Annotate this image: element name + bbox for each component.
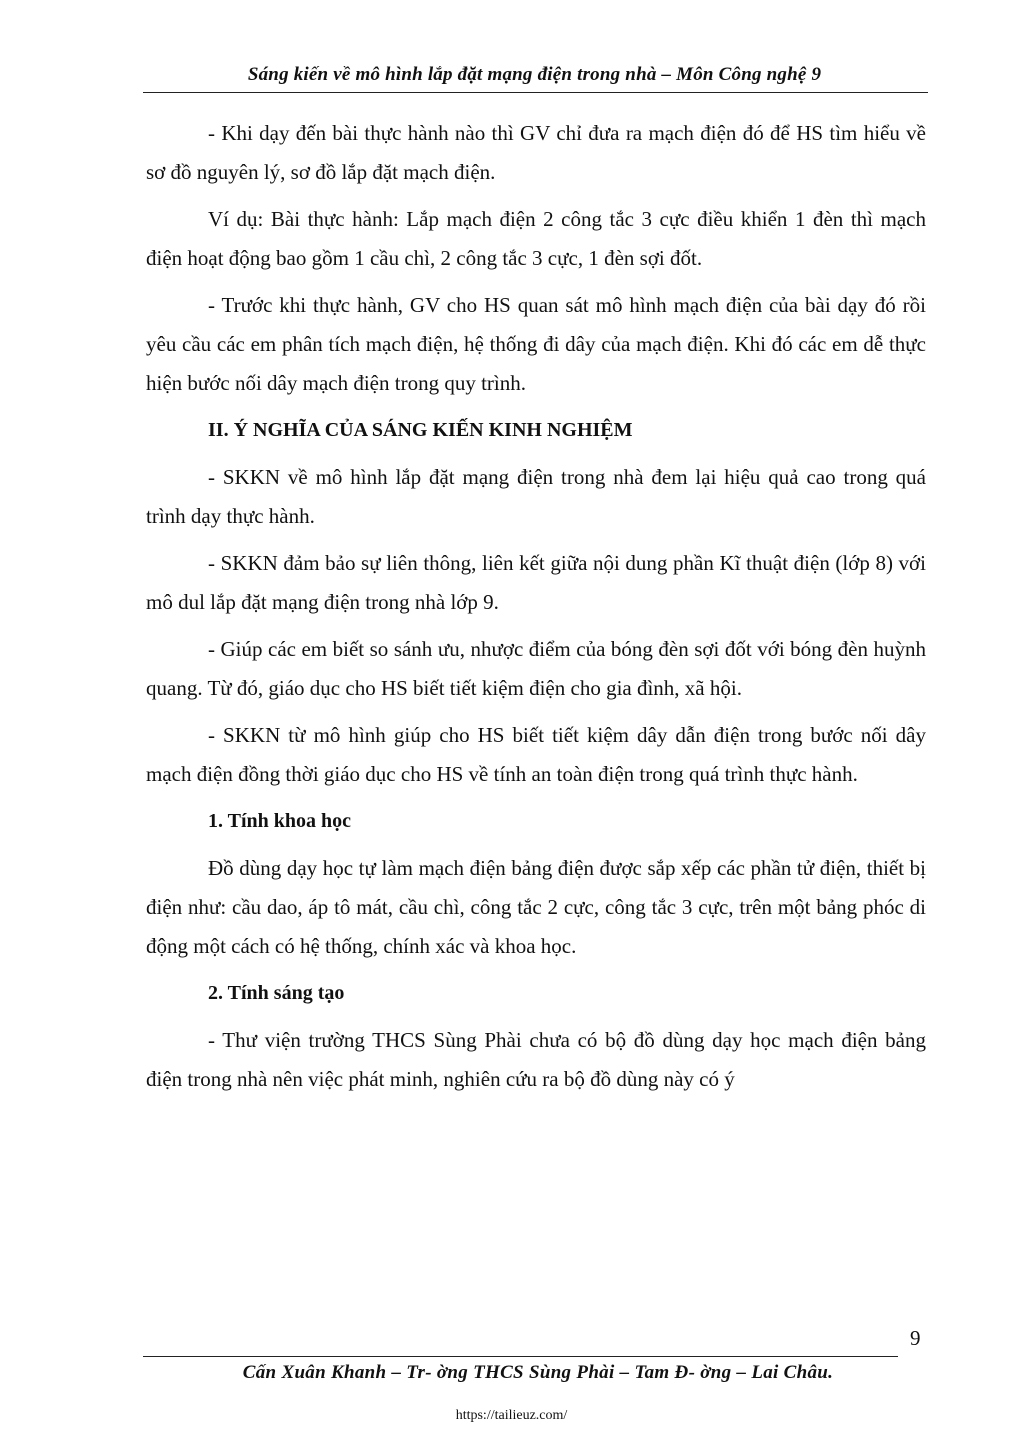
body-paragraph: Ví dụ: Bài thực hành: Lắp mạch điện 2 công tắc 3 cực điều khiển 1 đèn thì mạch điện hoạt động bao gồm 1 cầu chì, 2 công tắc 3 cực, 1 đèn sợi đốt. (146, 207, 926, 270)
page-number: 9 (910, 1326, 921, 1350)
body-paragraph: - SKKN từ mô hình giúp cho HS biết tiết kiệm dây dẫn điện trong bước nối dây mạch điện đồng thời giáo dục cho HS về tính an toàn điện trong quá trình thực hành. (146, 723, 926, 786)
subsection-heading: 2. Tính sáng tạo (208, 982, 345, 1004)
subsection-heading: 1. Tính khoa học (208, 810, 352, 832)
body-paragraph: - Thư viện trường THCS Sùng Phài chưa có bộ đồ dùng dạy học mạch điện bảng điện trong nhà nên việc phát minh, nghiên cứu ra bộ đồ dùng này có ý (146, 1028, 926, 1091)
body-paragraph: - SKKN đảm bảo sự liên thông, liên kết giữa nội dung phần Kĩ thuật điện (lớp 8) với mô dul lắp đặt mạng điện trong nhà lớp 9. (146, 551, 926, 614)
body-paragraph: - Khi dạy đến bài thực hành nào thì GV chỉ đưa ra mạch điện đó để HS tìm hiểu về sơ đồ nguyên lý, sơ đồ lắp đặt mạch điện. (146, 121, 926, 184)
running-header: Sáng kiến về mô hình lắp đặt mạng điện trong nhà – Môn Công nghệ 9 (247, 64, 822, 85)
body-paragraph: - Trước khi thực hành, GV cho HS quan sát mô hình mạch điện của bài dạy đó rồi yêu cầu các em phân tích mạch điện, hệ thống đi dây của mạch điện. Khi đó các em dễ thực hiện bước nối dây mạch điện trong quy trình. (146, 293, 926, 395)
footer-divider (143, 1356, 898, 1357)
body-paragraph: - Giúp các em biết so sánh ưu, nhược điểm của bóng đèn sợi đốt với bóng đèn huỳnh quang. Từ đó, giáo dục cho HS biết tiết kiệm điện cho gia đình, xã hội. (146, 637, 926, 700)
source-url-link[interactable]: https://tailieuz.com/ (455, 1408, 568, 1423)
body-paragraph: - SKKN về mô hình lắp đặt mạng điện trong nhà đem lại hiệu quả cao trong quá trình dạy thực hành. (146, 465, 926, 528)
page-content (146, 114, 926, 1107)
body-paragraph: Đồ dùng dạy học tự làm mạch điện bảng điện được sắp xếp các phần tử điện, thiết bị điện như: cầu dao, áp tô mát, cầu chì, công tắc 2 cực, công tắc 3 cực, trên một bảng phóc di động một cách có hệ thống, chính xác và khoa học. (146, 856, 926, 958)
header-divider (143, 92, 928, 93)
section-heading: II. Ý NGHĨA CỦA SÁNG KIẾN KINH NGHIỆM (208, 419, 633, 441)
running-footer: Cấn Xuân Khanh – Tr- ờng THCS Sùng Phài – Tam Đ- ờng – Lai Châu. (242, 1362, 834, 1383)
